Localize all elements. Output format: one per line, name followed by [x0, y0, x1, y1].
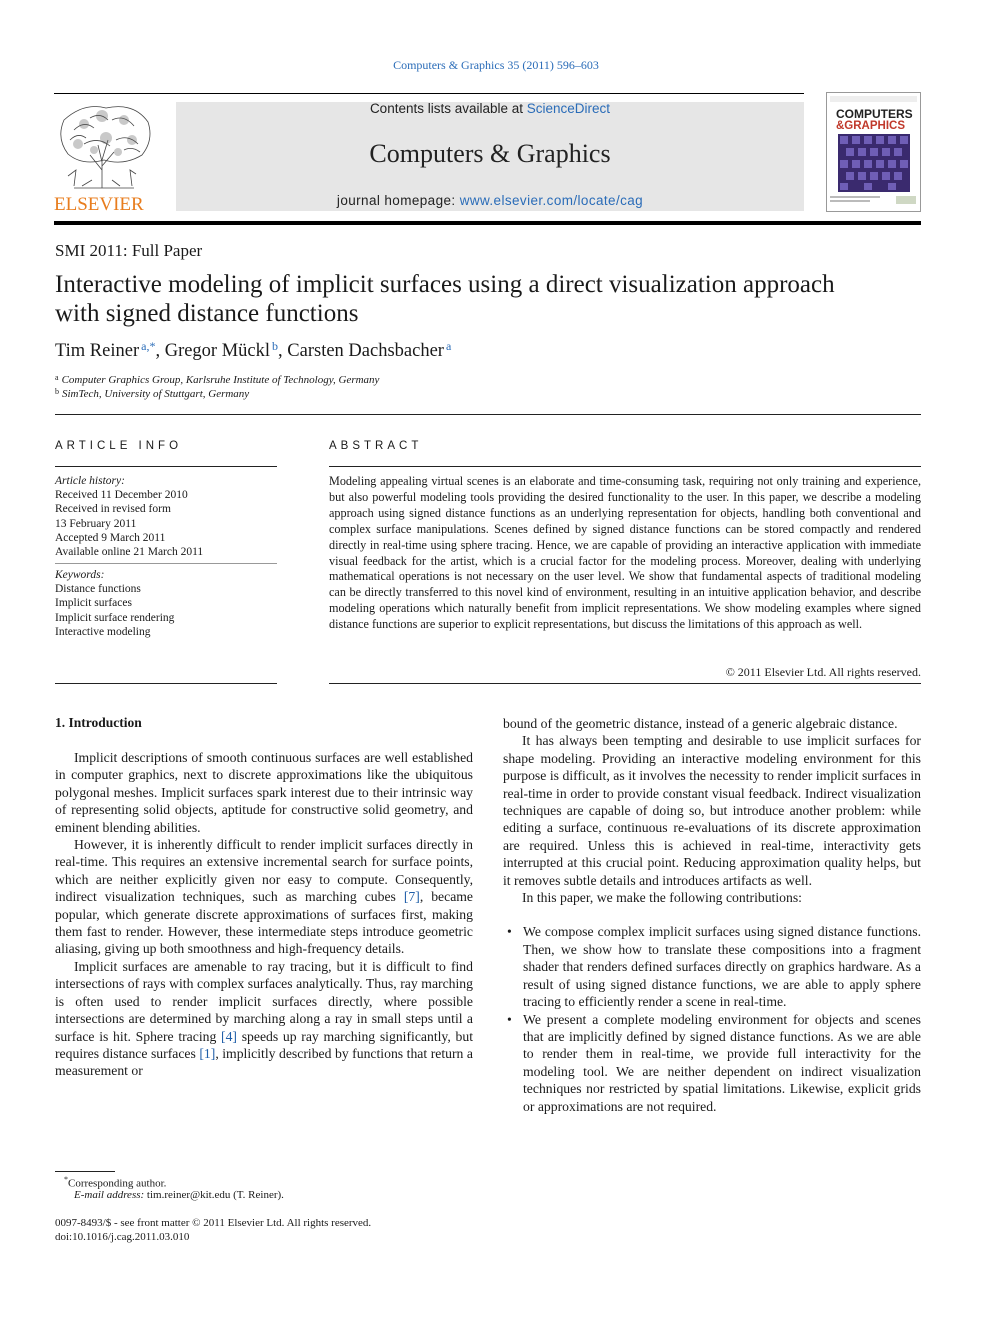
author-name: Tim Reiner [55, 341, 140, 361]
abstract-heading: ABSTRACT [329, 440, 423, 452]
elsevier-tree-icon [54, 100, 156, 215]
paragraph-text: Implicit surfaces are amenable to ray tracing, but it is difficult to find intersections of rays with complex surfaces analytically. Thus, ray marching is often used to render implicit surfaces directly, where possible intersections are determined by marching along a ray in small steps until a surface is hit. Sphere tracing [55, 958, 473, 1044]
affiliation-mark: a [55, 373, 59, 382]
author-affiliation-mark[interactable]: a [445, 339, 452, 353]
abstract-copyright: © 2011 Elsevier Ltd. All rights reserved. [725, 665, 921, 679]
cover-title-line1: COMPUTERS [836, 107, 913, 121]
cover-title-line2: &GRAPHICS [836, 120, 906, 132]
header-bottom-rule [54, 221, 921, 225]
contents-prefix: Contents lists available at [369, 101, 527, 116]
author-list [55, 339, 451, 362]
article-info-rule [55, 466, 277, 467]
body-right-column [503, 715, 921, 1115]
paragraph-text: , became popular, which generate discrete approximations of surfaces first, making them fast to render. However, these intermediate steps introduce geometric aliasing, giving up both smoothness and high-frequency details. [55, 889, 473, 957]
body-paragraph [55, 958, 473, 1080]
keyword: Implicit surface rendering [55, 611, 175, 624]
body-paragraph: It has always been tempting and desirable to use implicit surfaces for shape modeling. Providing an interactive modeling environment for this purpose is difficult, as it involves the necessity to render implicit surfaces in real-time in order to provide constant visual feedback. Indirect visualization techniques are capable of doing so, but introduce another problem: while editing a surface, continuous re-evaluations of its discrete approximation are required. Unless this is achieved in real-time, interactivity gets interrupted at this crucial point. Reducing approximation quality helps, but it removes subtle details and introduces artifacts as well. [503, 733, 921, 888]
history-item: Available online 21 March 2011 [55, 546, 204, 559]
body-paragraph: bound of the geometric distance, instead of a generic algebraic distance. [503, 716, 898, 731]
contribution-item: • We compose complex implicit surfaces using signed distance functions. Then, we show how to translate these compositions into a fragment shader that renders defined surfaces directly on graphics hardware. As a result of using signed distance functions, we are able to apply sphere tracing to efficiently render a scene in real-time. [503, 923, 921, 1010]
author-affiliation-mark[interactable]: b [272, 339, 279, 353]
affiliation [55, 387, 249, 400]
email-label: E-mail address: [74, 1189, 145, 1201]
keywords-label: Keywords: [55, 569, 105, 581]
article-info-divider [55, 563, 277, 564]
author-name: Gregor Mückl [164, 341, 271, 361]
doi-line[interactable]: doi:10.1016/j.cag.2011.03.010 [55, 1231, 190, 1243]
citation-link[interactable]: [1] [199, 1045, 216, 1061]
journal-cover [826, 92, 921, 212]
paragraph-text: , implicitly described by functions that return a measurement or [55, 1045, 473, 1079]
contributions-list [503, 923, 921, 1114]
keywords [55, 568, 277, 639]
abstract-bottom-rule [329, 683, 921, 684]
paragraph-text: speeds up ray marching significantly, but requires distance surfaces [55, 1028, 473, 1061]
homepage-prefix: journal homepage: [336, 193, 460, 208]
abstract-text: Modeling appealing virtual scenes is an elaborate and time-consuming task, requiring not only training and experience, but also powerful modeling tools providing the desired functionality to the user. In this paper, we describe a modeling approach using signed distance functions as an underlying representation for objects, handling both conventional and complex surface manipulations. Scenes defined by signed distance functions can be stored compactly and rendered directly in real-time using sphere tracing. Hence, we are capable of providing an interactive application with immediate visual feedback for the artist, which is a crucial factor for the modeling process. Moreover, dealing with underlying mathematical operations is not necessary on the user level. We show that fundamental aspects of traditional modeling can be directly transferred to this novel kind of environment, resulting in an intuitive application behavior, and describe modeling operations which naturally benefit from implicit representations. We show modeling examples where signed distance functions are superior to explicit representations, but discuss the limitations of this approach as well. [329, 474, 921, 632]
history-item: Accepted 9 March 2011 [55, 531, 166, 544]
email-note [74, 1189, 284, 1201]
body-paragraph: In this paper, we make the following contributions: [522, 890, 802, 906]
title-block-rule [55, 414, 921, 415]
history-item: Received 11 December 2010 [55, 489, 188, 502]
article-history [55, 474, 277, 559]
citation-link[interactable]: [7] [403, 889, 420, 905]
paragraph-text: However, it is inherently difficult to render implicit surfaces directly in real-time. This requires an extensive incremental search for surface points, which are neither explicitly given nor easy to compute. Consequently, indirect visualization techniques, such as marching cubes [55, 837, 473, 905]
author-separator: , [155, 341, 165, 361]
keyword: Implicit surfaces [55, 597, 132, 610]
affiliation-mark: b [55, 387, 59, 396]
body-paragraph [55, 836, 473, 958]
footnote-rule [55, 1171, 115, 1172]
elsevier-logo [54, 100, 156, 215]
author-separator: , [278, 341, 288, 361]
affiliation [55, 373, 379, 386]
paper-type: SMI 2011: Full Paper [55, 241, 203, 260]
email-address[interactable]: tim.reiner@kit.edu (T. Reiner). [146, 1189, 284, 1201]
header-top-rule [54, 93, 804, 94]
keyword: Distance functions [55, 583, 141, 596]
article-info-bottom-rule [55, 683, 277, 684]
journal-cover-image-icon [826, 92, 921, 212]
homepage-link[interactable]: www.elsevier.com/locate/cag [459, 193, 644, 208]
author-name: Carsten Dachsbacher [287, 341, 444, 361]
keyword: Interactive modeling [55, 625, 151, 638]
contents-line [176, 101, 804, 116]
article-history-label: Article history: [55, 475, 125, 487]
article-info-heading: ARTICLE INFO [55, 440, 183, 452]
abstract-rule [329, 466, 921, 467]
journal-reference[interactable]: Computers & Graphics 35 (2011) 596–603 [393, 58, 599, 72]
footnote-mark: * [64, 1175, 68, 1184]
issn-line: 0097-8493/$ - see front matter © 2011 Elsevier Ltd. All rights reserved. [55, 1217, 372, 1229]
journal-homepage-line [176, 193, 804, 208]
elsevier-wordmark: ELSEVIER [54, 194, 144, 215]
footnote-text: Corresponding author. [68, 1177, 167, 1190]
section-heading-introduction: 1. Introduction [55, 715, 142, 730]
body-left-column [55, 749, 473, 1080]
paper-title: Interactive modeling of implicit surfaces using a direct visualization approach with signed distance functions [55, 271, 835, 327]
citation-link[interactable]: [4] [221, 1028, 237, 1044]
sciencedirect-link[interactable]: ScienceDirect [526, 101, 611, 116]
contribution-item: • We present a complete modeling environment for objects and scenes that are implicitly defined by signed distance functions. As we are able to render them in real-time, we provide full interactivity for the modeling tool. We are neither dependent on indirect visualization techniques nor restricted by spatial limitations. Likewise, explicit grids or approximations are not required. [503, 1011, 921, 1115]
history-item: Received in revised form [55, 503, 171, 516]
affiliation-text: SimTech, University of Stuttgart, Germany [62, 388, 250, 400]
body-paragraph: Implicit descriptions of smooth continuous surfaces are well established in computer graphics, next to discrete approximations like the ubiquitous polygonal meshes. Implicit surfaces spark interest due to their intrinsic way of representing solid objects, aptitude for constructive solid geometry, and eminent blending abilities. [55, 750, 473, 835]
author-affiliation-mark[interactable]: a,* [141, 339, 156, 353]
history-item: 13 February 2011 [55, 517, 137, 530]
journal-title: Computers & Graphics [369, 139, 611, 168]
corresponding-author-note [64, 1175, 166, 1190]
affiliation-text: Computer Graphics Group, Karlsruhe Institute of Technology, Germany [61, 374, 380, 386]
